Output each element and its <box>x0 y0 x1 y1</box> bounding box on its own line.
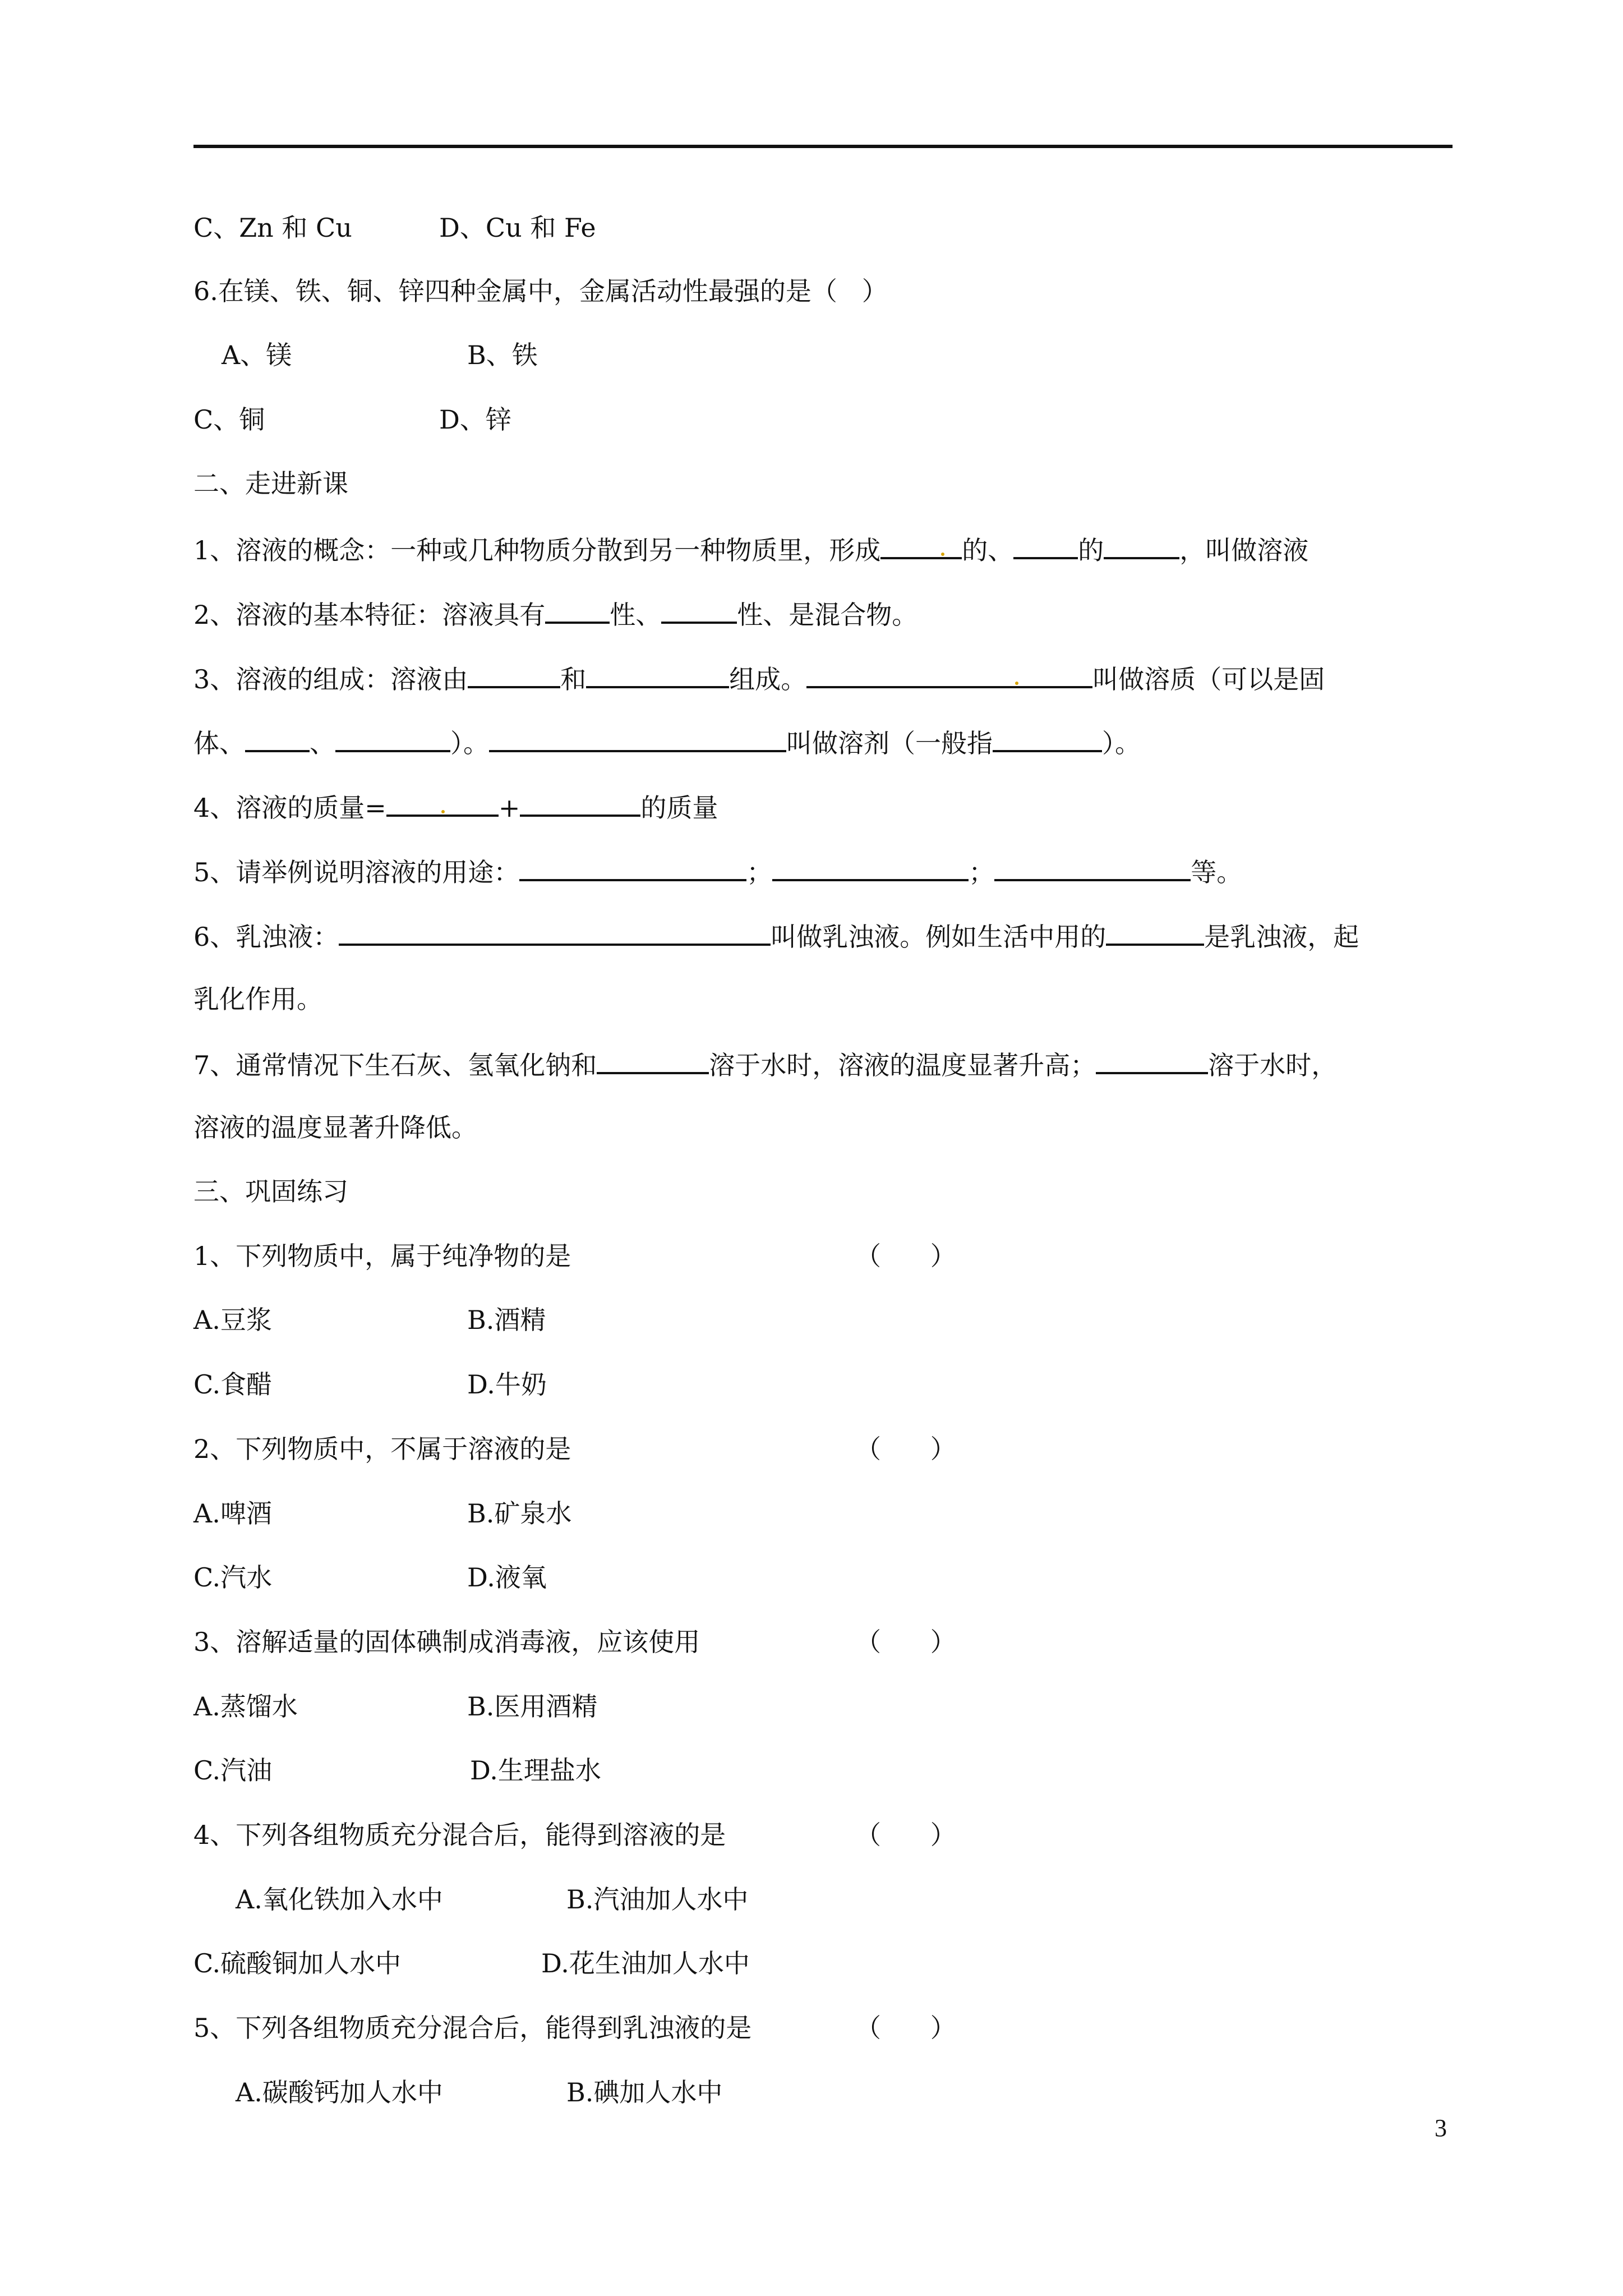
q6-option-b: B、铁 <box>467 340 538 370</box>
blank[interactable] <box>245 724 310 752</box>
item-4: 4、溶液的质量= + 的质量 <box>193 789 718 825</box>
item-6-line-1: 6、乳浊液： 叫做乳浊液。例如生活中用的 是乳浊液，起 <box>193 918 1359 954</box>
page-number: 3 <box>1435 2114 1447 2142</box>
header-rule <box>193 145 1453 148</box>
practice-q1-option-b: B.酒精 <box>467 1305 546 1335</box>
practice-q3-option-a: A.蒸馏水 <box>193 1691 298 1722</box>
q5-option-d: D、Cu 和 Fe <box>439 213 596 243</box>
practice-q3-option-b: B.医用酒精 <box>467 1691 598 1722</box>
blank[interactable] <box>806 660 1092 688</box>
practice-q2-option-d: D.液氧 <box>467 1562 547 1593</box>
section-2-title: 二、走进新课 <box>193 468 348 499</box>
blank[interactable] <box>545 596 610 624</box>
blank[interactable] <box>586 660 729 688</box>
blank[interactable] <box>489 724 786 752</box>
practice-q5-option-a: A.碳酸钙加人水中 <box>236 2077 443 2108</box>
practice-q1-option-c: C.食醋 <box>193 1369 273 1400</box>
item-7-line-1: 7、通常情况下生石灰、氢氧化钠和 溶于水时，溶液的温度显著升高； 溶于水时， <box>193 1046 1337 1082</box>
q6-stem: 6.在镁、铁、铜、锌四种金属中，金属活动性最强的是（ ） <box>193 276 888 306</box>
answer-paren[interactable]: （ ） <box>855 1627 956 1657</box>
practice-q4-option-b: B.汽油加人水中 <box>566 1884 749 1915</box>
practice-q2-option-c: C.汽水 <box>193 1562 273 1593</box>
blank[interactable] <box>1096 1046 1208 1074</box>
item-1: 1、溶液的概念：一种或几种物质分散到另一种物质里，形成 的、 的 ，叫做溶液 <box>193 531 1308 567</box>
practice-q1-option-a: A.豆浆 <box>193 1305 272 1335</box>
practice-q1-option-d: D.牛奶 <box>467 1369 547 1400</box>
blank[interactable] <box>597 1046 709 1074</box>
practice-q2-option-b: B.矿泉水 <box>467 1498 572 1529</box>
q6-option-c: C、铜 <box>193 404 265 435</box>
q6-option-a: A、镁 <box>222 340 292 370</box>
blank[interactable] <box>519 853 746 881</box>
practice-q3-option-d: D.生理盐水 <box>470 1755 601 1786</box>
practice-q1-stem: 1、下列物质中，属于纯净物的是 <box>193 1241 571 1271</box>
practice-q4-option-c: C.硫酸铜加人水中 <box>193 1948 402 1978</box>
answer-paren[interactable]: （ ） <box>855 1241 956 1271</box>
item-3-line-1: 3、溶液的组成：溶液由 和 组成。 叫做溶质（可以是固 <box>193 660 1325 696</box>
blank[interactable] <box>1104 531 1179 559</box>
item-3-line-2: 体、 、 ）。 叫做溶剂（一般指 ）。 <box>193 724 1141 760</box>
blank[interactable] <box>339 918 771 946</box>
item-2: 2、溶液的基本特征：溶液具有 性、 性、是混合物。 <box>193 596 917 632</box>
blank[interactable] <box>468 660 560 688</box>
blank[interactable] <box>993 724 1102 752</box>
item-5: 5、请举例说明溶液的用途： ； ； 等。 <box>193 853 1242 889</box>
practice-q2-option-a: A.啤酒 <box>193 1498 272 1529</box>
practice-q4-stem: 4、下列各组物质充分混合后，能得到溶液的是 <box>193 1820 726 1850</box>
blank[interactable] <box>1106 918 1204 946</box>
practice-q3-stem: 3、溶解适量的固体碘制成消毒液，应该使用 <box>193 1627 700 1657</box>
item-7-line-2: 溶液的温度显著升降低。 <box>193 1112 477 1143</box>
answer-paren[interactable]: （ ） <box>855 1434 956 1464</box>
item-6-line-2: 乳化作用。 <box>193 984 322 1014</box>
section-3-title: 三、巩固练习 <box>193 1176 348 1207</box>
practice-q4-option-d: D.花生油加人水中 <box>541 1948 750 1978</box>
blank[interactable] <box>994 853 1191 881</box>
q5-option-c: C、Zn 和 Cu <box>193 213 352 243</box>
practice-q5-option-b: B.碘加人水中 <box>566 2077 723 2108</box>
blank[interactable] <box>335 724 450 752</box>
answer-paren[interactable]: （ ） <box>855 1820 956 1850</box>
answer-paren[interactable]: （ ） <box>855 2013 956 2043</box>
practice-q2-stem: 2、下列物质中，不属于溶液的是 <box>193 1434 571 1464</box>
blank[interactable] <box>386 789 499 817</box>
blank[interactable] <box>880 531 962 559</box>
practice-q4-option-a: A.氧化铁加入水中 <box>236 1884 443 1915</box>
practice-q3-option-c: C.汽油 <box>193 1755 273 1786</box>
blank[interactable] <box>772 853 969 881</box>
blank[interactable] <box>520 789 640 817</box>
blank[interactable] <box>1013 531 1078 559</box>
practice-q5-stem: 5、下列各组物质充分混合后，能得到乳浊液的是 <box>193 2013 752 2043</box>
blank[interactable] <box>661 596 737 624</box>
q6-option-d: D、锌 <box>439 404 511 435</box>
